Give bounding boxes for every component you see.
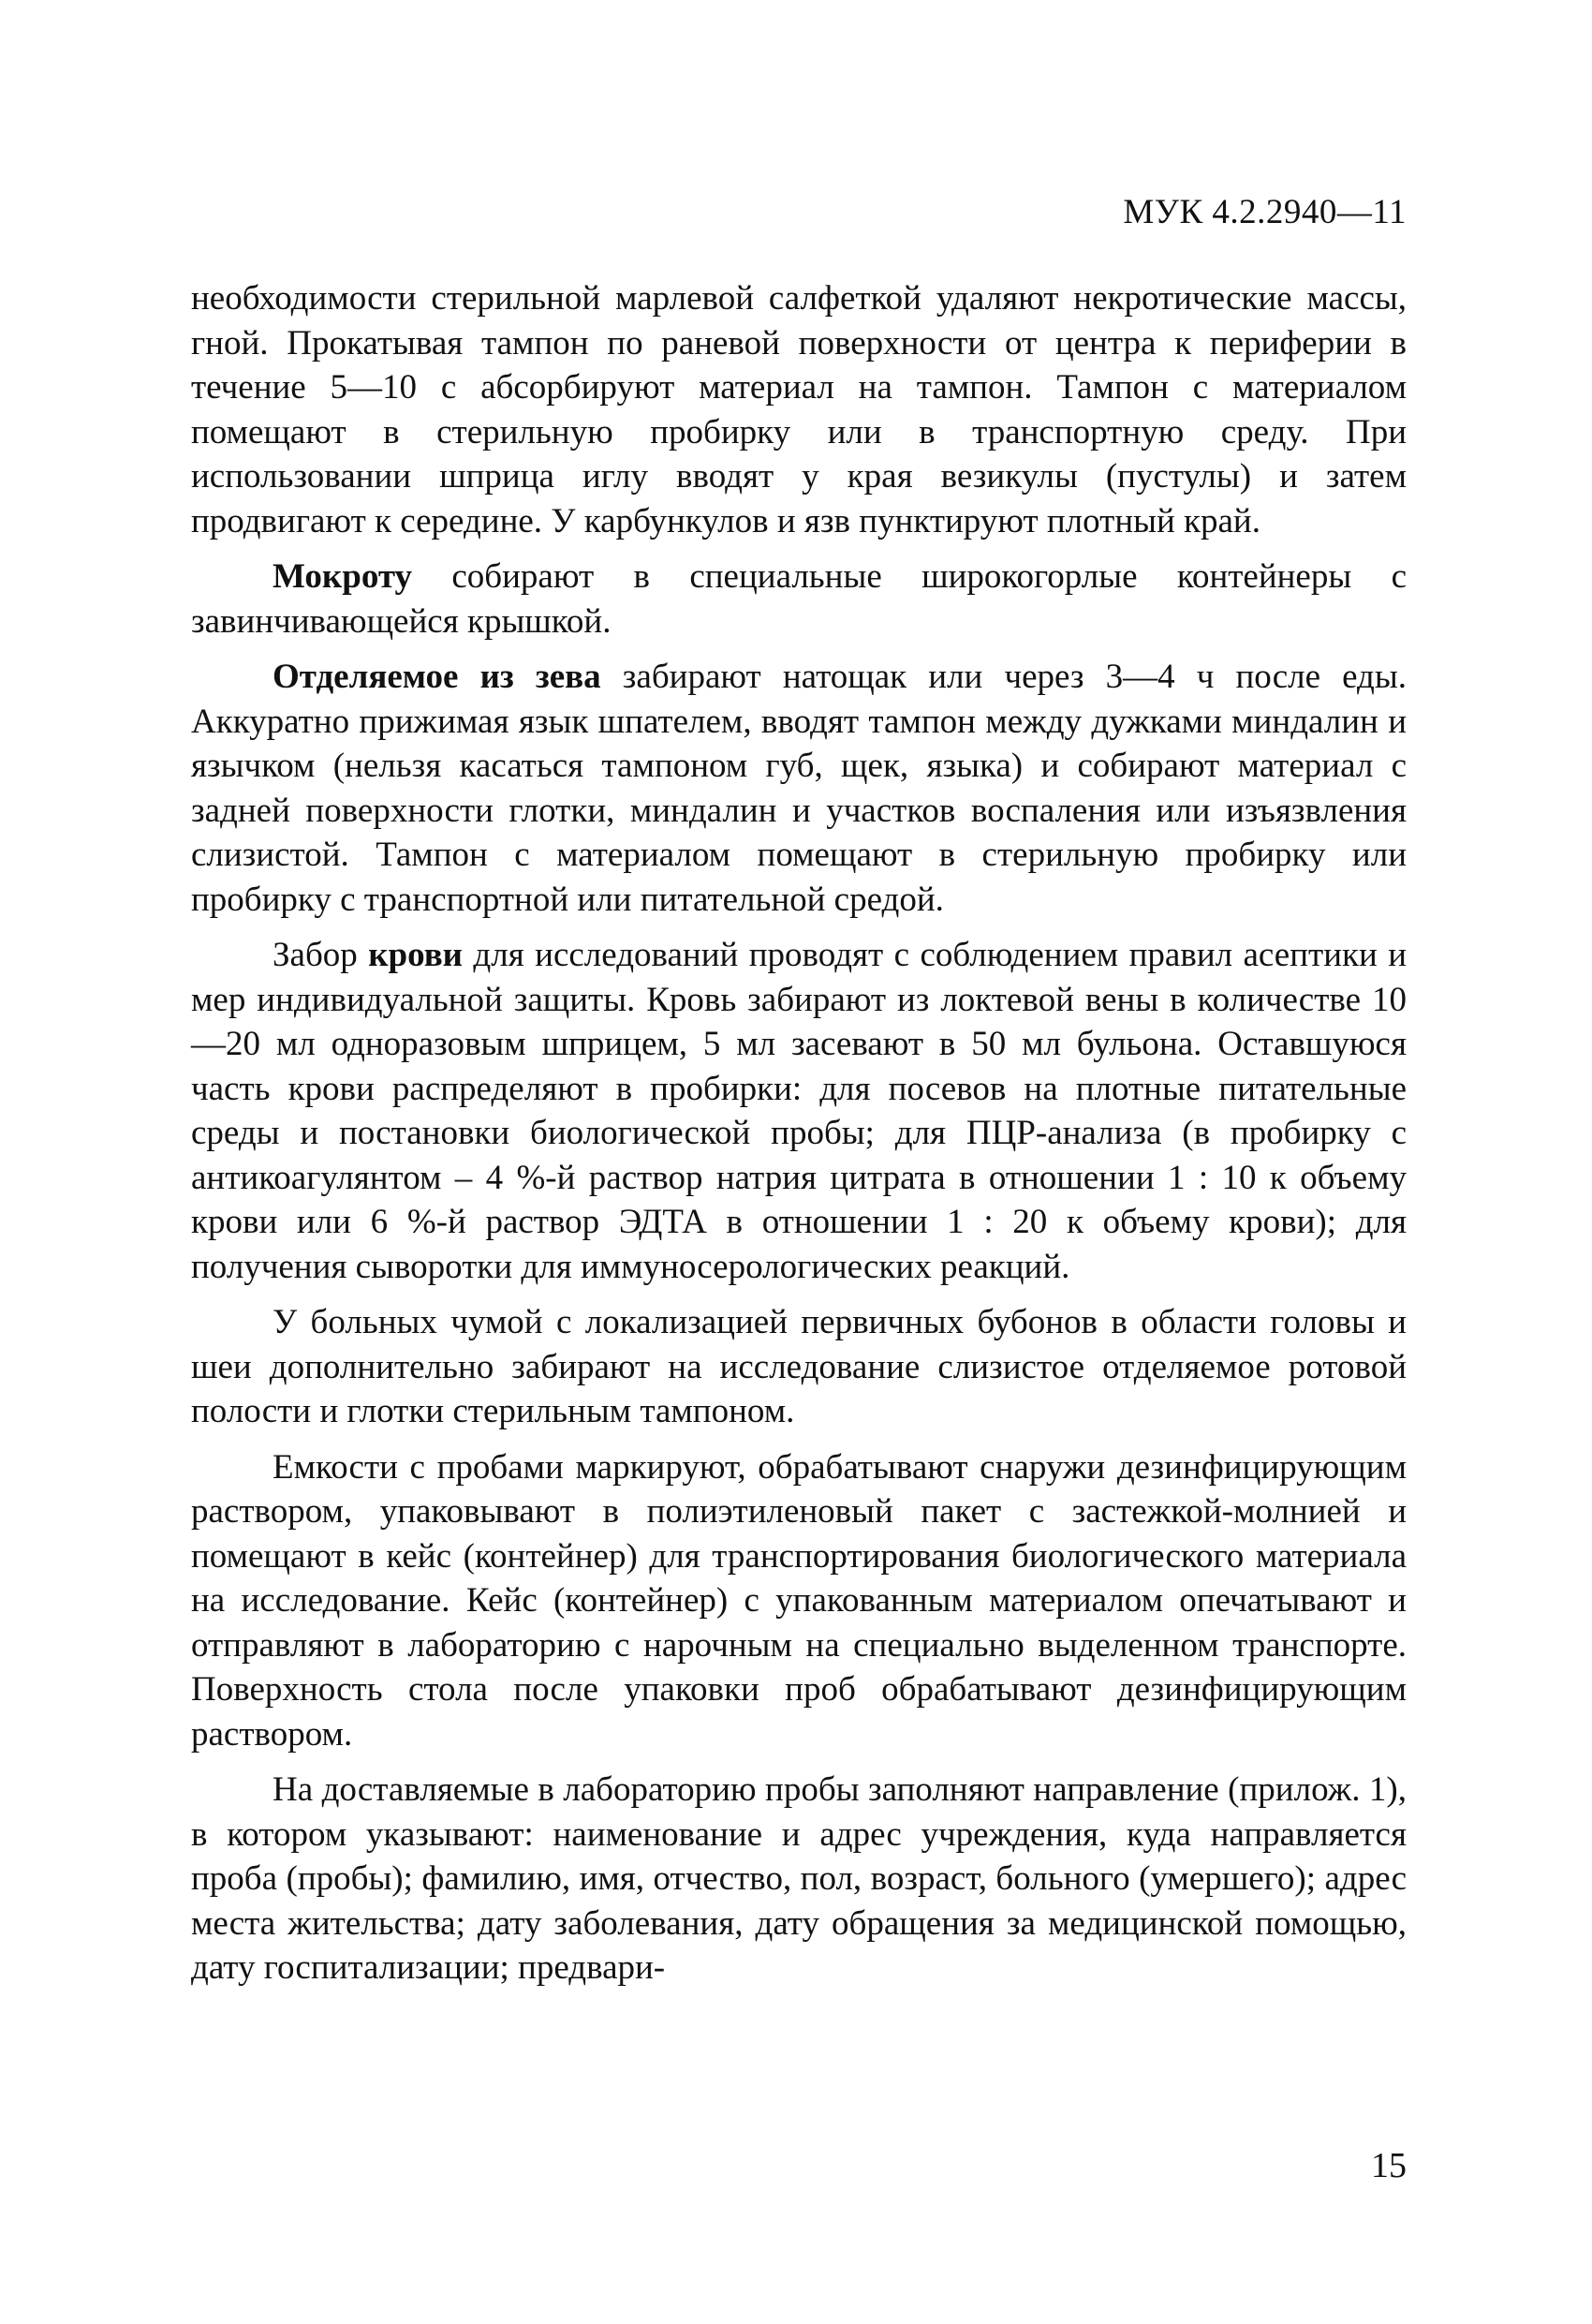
paragraph-lead-term: крови (368, 936, 463, 974)
paragraph-throat (191, 655, 1407, 922)
paragraph-text: для исследований проводят с соблюдением правил асептики и мер индивидуальной защиты. Кровь забирают из локтевой вены в количестве 10—20 мл одноразовым шприцем, 5 мл засевают в 50 мл бульона. Оставшуюся часть крови распределяют в пробирки: для посевов на плотные питательные среды и постановки биологической пробы; для ПЦР-анализа (в пробирку с антикоагулянтом – 4 %-й раствор натрия цитрата в отношении 1 : 10 к объему крови или 6 %-й раствор ЭДТА в отношении 1 : 20 к объему крови); для получения сыворотки для иммуносерологических реакций. (191, 936, 1407, 1286)
paragraph-text: необходимости стерильной марлевой салфеткой удаляют некротические массы, гной. Прокатывая тампон по раневой поверхности от центра к периферии в течение 5—10 с абсорбируют материал на тампон. Тампон с материалом помещают в стерильную пробирку или в транспортную среду. При использовании шприца иглу вводят у края везикулы (пустулы) и затем продвигают к середине. У карбункулов и язв пунктируют плотный край. (191, 279, 1407, 540)
paragraph-sputum (191, 555, 1407, 644)
paragraph-wound-swab (191, 276, 1407, 543)
paragraph-containers (191, 1445, 1407, 1757)
paragraph-lead-term: Мокроту (273, 557, 413, 596)
paragraph-text: На доставляемые в лабораторию пробы заполняют направление (прилож. 1), в котором указывают: наименование и адрес учреждения, куда направляется проба (пробы); фамилию, имя, отчество, пол, возраст, больного (умершего); адрес места жительства; дату заболевания, дату обращения за медицинской помощью, дату госпитализации; предвари- (191, 1770, 1407, 1987)
paragraph-text: забирают натощак или через 3—4 ч после еды. Аккуратно прижимая язык шпателем, вводят тампон между дужками миндалин и язычком (нельзя касаться тампоном губ, щек, языка) и собирают материал с задней поверхности глотки, миндалин и участков воспаления или изъязвления слизистой. Тампон с материалом помещают в стерильную пробирку или пробирку с транспортной или питательной средой. (191, 658, 1407, 919)
paragraph-lead-term: Отделяемое из зева (273, 658, 601, 696)
paragraph-text: У больных чумой с локализацией первичных бубонов в области головы и шеи дополнительно забирают на исследование слизистое отделяемое ротовой полости и глотки стерильным тампоном. (191, 1303, 1407, 1430)
paragraph-pre-text: Забор (273, 936, 369, 974)
document-body (191, 276, 1407, 2002)
paragraph-text: Емкости с пробами маркируют, обрабатывают снаружи дезинфицирующим раствором, упаковывают в полиэтиленовый пакет с застежкой-молнией и помещают в кейс (контейнер) для транспортирования биологического материала на исследование. Кейс (контейнер) с упакованным материалом опечатывают и отправляют в лабораторию с нарочным на специально выделенном транспорте. Поверхность стола после упаковки проб обрабатывают дезинфицирующим раствором. (191, 1447, 1407, 1754)
page-number: 15 (1371, 2146, 1407, 2185)
paragraph-referral (191, 1768, 1407, 1991)
document-code-header: МУК 4.2.2940—11 (1123, 193, 1407, 231)
paragraph-blood (191, 933, 1407, 1289)
paragraph-plague (191, 1300, 1407, 1434)
paragraph-text: собирают в специальные широкогорлые контейнеры с завинчивающейся крышкой. (191, 557, 1407, 641)
